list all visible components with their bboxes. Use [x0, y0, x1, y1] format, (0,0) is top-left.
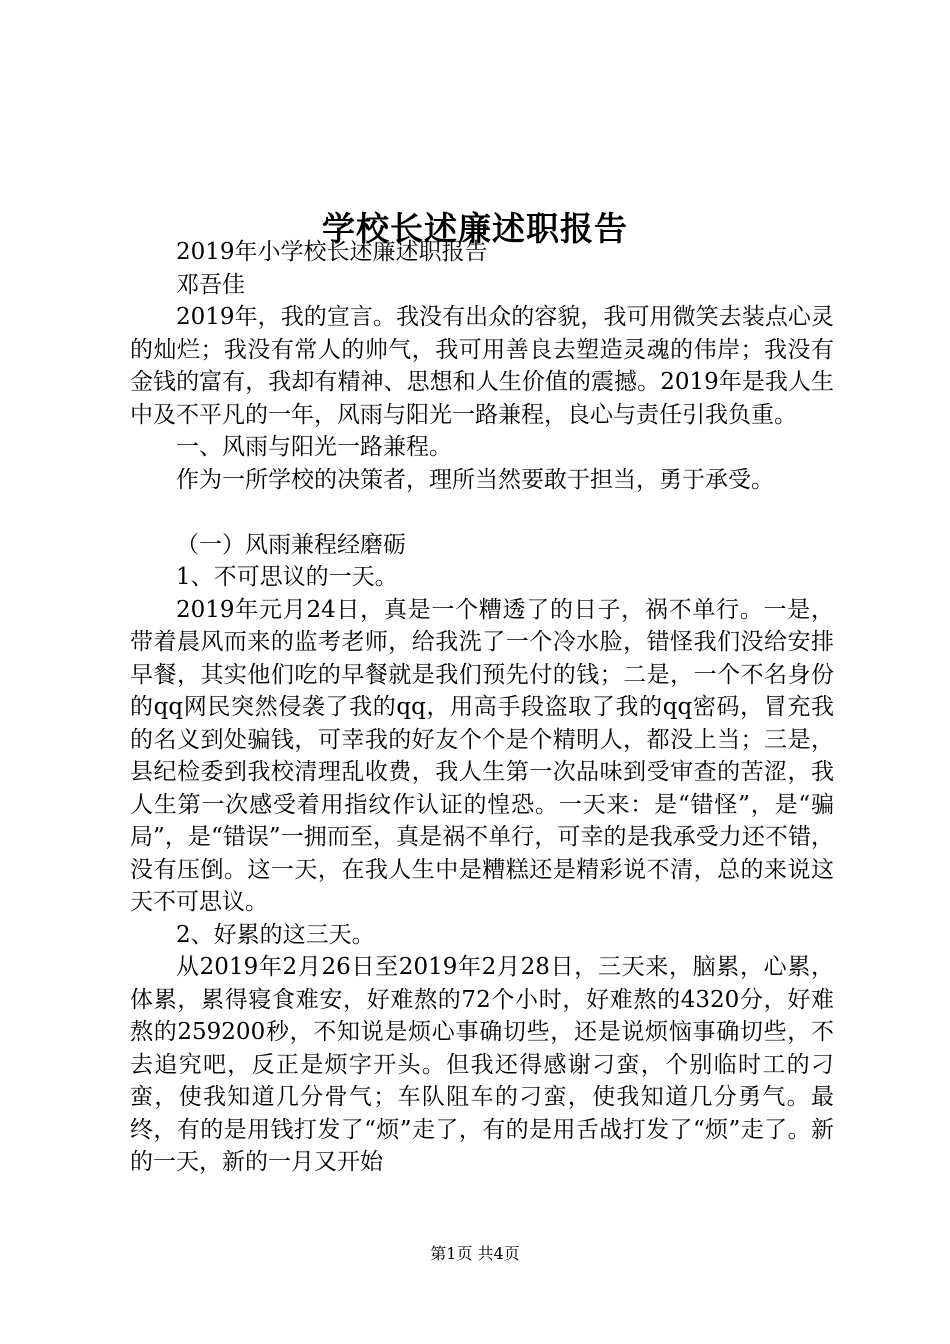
document-body: [130, 236, 834, 1179]
author-paragraph: 邓吾佳: [176, 271, 245, 298]
body-paragraph: 从2019年2月26日至2019年2月28日，三天来，脑累，心累，体累，累得寝食难安，好难熬的72个小时，好难熬的4320分，好难熬的259200秒，不知说是烦心事确切些，还是说烦恼事确切些，不去追究吧，反正是烦字开头。但我还得感谢刁蛮，个别临时工的刁蛮，使我知道几分骨气；车队阻车的刁蛮，使我知道几分勇气。最终，有的是用钱打发了“烦”走了，有的是用舌战打发了“烦”走了。新的一天，新的一月又开始: [130, 954, 834, 1175]
item-heading: 1、不可思议的一天。: [176, 564, 398, 590]
section-intro-paragraph: 作为一所学校的决策者，理所当然要敢于担当，勇于承受。: [176, 466, 774, 493]
subsection-heading: （一）风雨兼程经磨砺: [176, 531, 406, 558]
paragraph-spacer: [130, 496, 834, 529]
body-paragraph: 2019年元月24日，真是一个糟透了的日子，祸不单行。一是，带着晨风而来的监考老师，给我洗了一个冷水脸，错怪我们没给安排早餐，其实他们吃的早餐就是我们预先付的钱；二是，一个不名身份的qq网民突然侵袭了我的qq，用高手段盗取了我的qq密码，冒充我的名义到处骗钱，可幸我的好友个个是个精明人，都没上当；三是，县纪检委到我校清理乱收费，我人生第一次品味到受审查的苦涩，我人生第一次感受着用指纹作认证的惶恐。一天来：是“错怪”，是“骗局”，是“错误”一拥而至，真是祸不单行，可幸的是我承受力还不错，没有压倒。这一天，在我人生中是糟糕还是精彩说不清，总的来说这天不可思议。: [130, 596, 834, 915]
subtitle-paragraph: 2019年小学校长述廉述职报告: [176, 239, 488, 265]
document-title: 学校长述廉述职报告: [322, 209, 628, 249]
intro-paragraph: 2019年，我的宣言。我没有出众的容貌，我可用微笑去装点心灵的灿烂；我没有常人的帅气，我可用善良去塑造灵魂的伟岸；我没有金钱的富有，我却有精神、思想和人生价值的震撼。2019年是我人生中及不平凡的一年，风雨与阳光一路兼程，良心与责任引我负重。: [130, 304, 834, 428]
section-heading: 一、风雨与阳光一路兼程。: [176, 434, 452, 460]
item-heading: 2、好累的这三天。: [176, 921, 375, 948]
page-footer: 第1页 共4页: [430, 1244, 520, 1263]
